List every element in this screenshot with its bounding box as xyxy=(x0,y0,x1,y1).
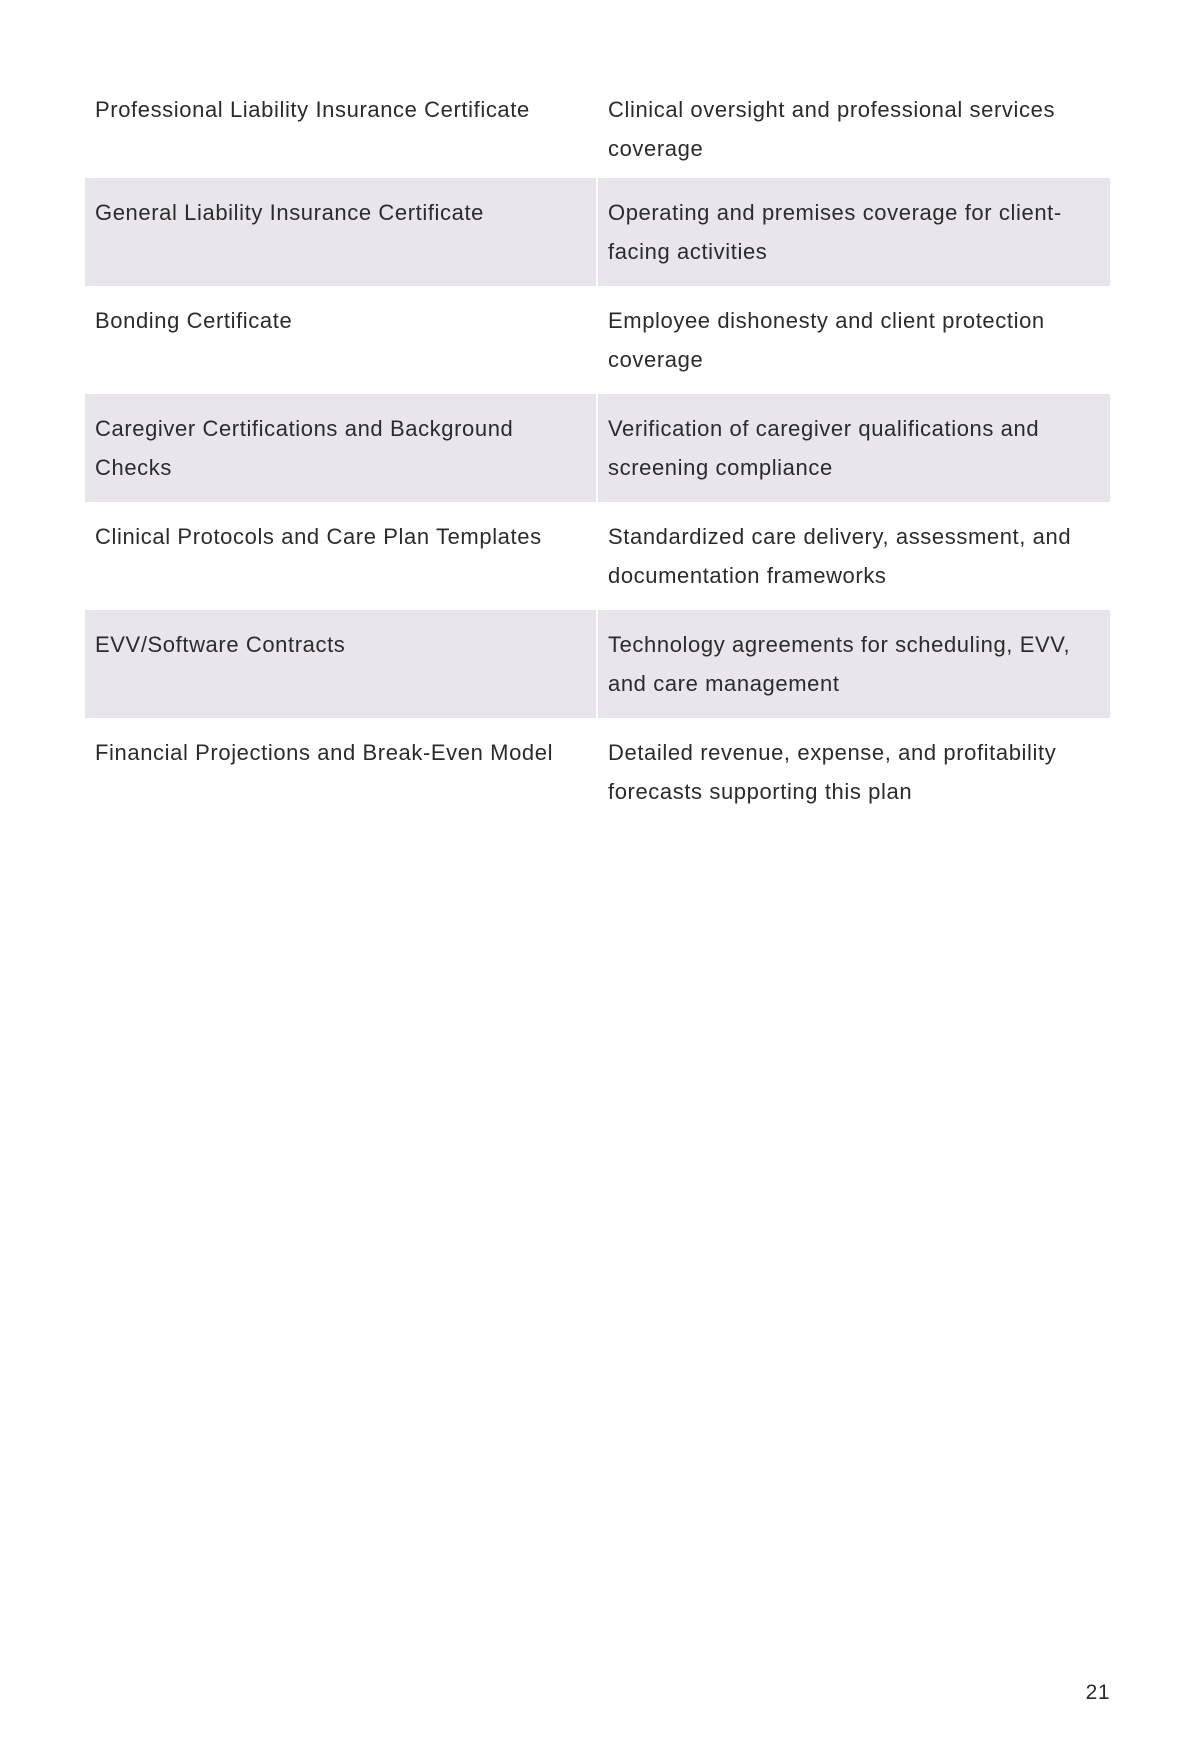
page-number: 21 xyxy=(1085,1681,1110,1704)
document-description-cell: Operating and premises coverage for client-facing activities xyxy=(598,178,1110,286)
document-name-cell: General Liability Insurance Certificate xyxy=(85,178,596,286)
supporting-documents-table xyxy=(83,80,1112,826)
table-row xyxy=(85,718,1110,826)
document-name-cell: Clinical Protocols and Care Plan Templates xyxy=(85,502,596,610)
table-row xyxy=(85,394,1110,502)
table-row xyxy=(85,610,1110,718)
table-row xyxy=(85,502,1110,610)
document-description-cell: Employee dishonesty and client protection coverage xyxy=(598,286,1110,394)
document-description-cell: Verification of caregiver qualifications and screening compliance xyxy=(598,394,1110,502)
document-description-cell: Clinical oversight and professional services coverage xyxy=(598,80,1110,178)
table-row xyxy=(85,286,1110,394)
document-description-cell: Standardized care delivery, assessment, and documentation frameworks xyxy=(598,502,1110,610)
document-description-cell: Technology agreements for scheduling, EVV, and care management xyxy=(598,610,1110,718)
table-row xyxy=(85,178,1110,286)
document-name-cell: Professional Liability Insurance Certificate xyxy=(85,80,596,178)
table-row xyxy=(85,80,1110,178)
document-name-cell: EVV/Software Contracts xyxy=(85,610,596,718)
document-name-cell: Caregiver Certifications and Background Checks xyxy=(85,394,596,502)
document-name-cell: Financial Projections and Break-Even Model xyxy=(85,718,596,826)
document-description-cell: Detailed revenue, expense, and profitability forecasts supporting this plan xyxy=(598,718,1110,826)
document-name-cell: Bonding Certificate xyxy=(85,286,596,394)
